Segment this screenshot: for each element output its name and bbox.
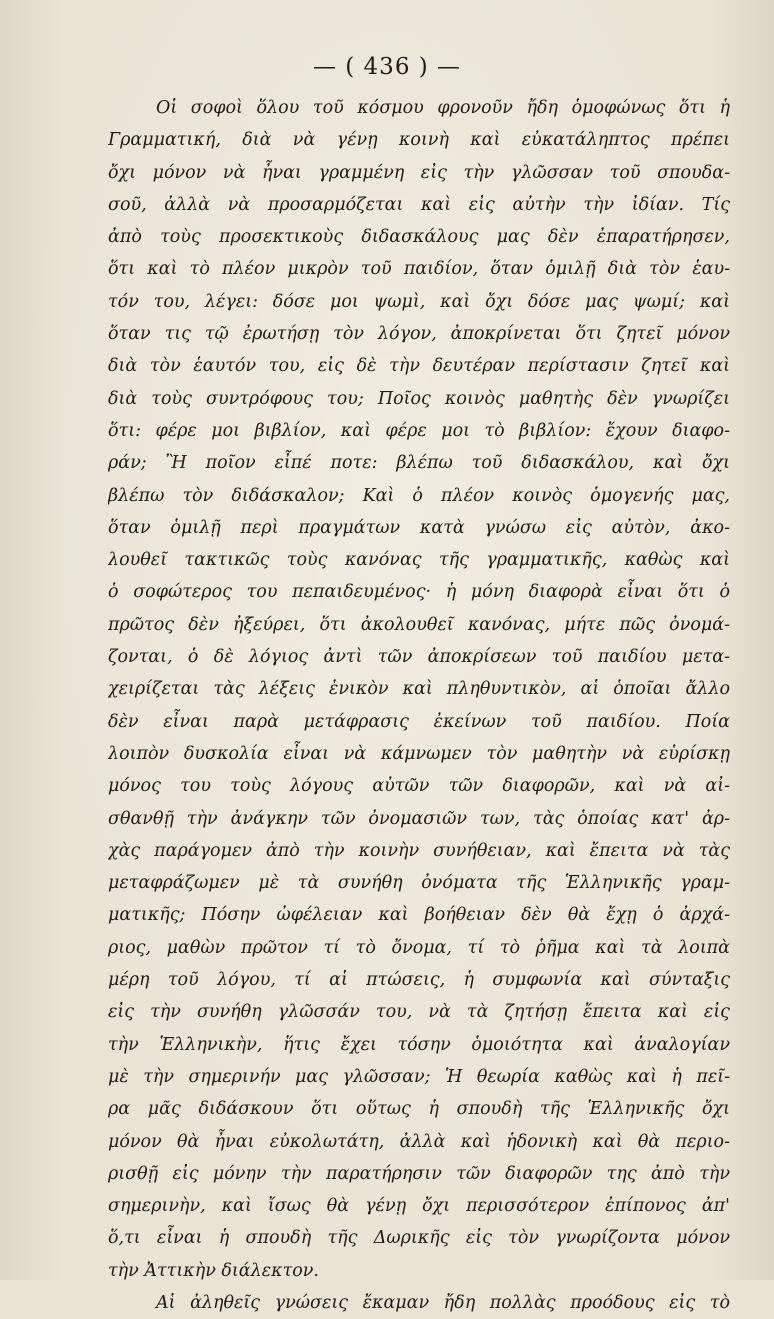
text-line: μόνον θὰ ἦναι εὐκολωτάτη, ἀλλὰ καὶ ἡδονικὴ καὶ θὰ περιο-: [108, 1131, 730, 1152]
body-text: [108, 92, 730, 1319]
text-line: ὅταν τις τῷ ἐρωτήσῃ τὸν λόγον, ἀποκρίνεται ὅτι ζητεῖ μόνον: [108, 324, 730, 345]
text-line: τὴν Ἑλληνικὴν, ἥτις ἔχει τόσην ὁμοιότητα καὶ ἀναλογίαν: [108, 1034, 730, 1055]
text-line: ματικῆς; Πόσην ὠφέλειαν καὶ βοήθειαν δὲν θὰ ἔχῃ ὁ ἀρχά-: [108, 905, 730, 926]
text-line: ὅτι: φέρε μοι βιβλίον, καὶ φέρε μοι τὸ βιβλίον: ἔχουν διαφο-: [108, 420, 730, 441]
text-line: ὁ σοφώτερος του πεπαιδευμένος· ἡ μόνη διαφορὰ εἶναι ὅτι ὁ: [108, 582, 730, 603]
text-line: εἰς τὴν συνήθη γλῶσσάν του, νὰ τὰ ζητήσῃ ἔπειτα καὶ εἰς: [108, 1002, 730, 1023]
text-line: βλέπω τὸν διδάσκαλον; Καὶ ὁ πλέον κοινὸς ὁμογενής μας,: [108, 485, 730, 506]
text-line: μέρη τοῦ λόγου, τί αἱ πτώσεις, ἡ συμφωνία καὶ σύνταξις: [108, 970, 730, 991]
text-line: τόν του, λέγει: δόσε μοι ψωμὶ, καὶ ὄχι δόσε μας ψωμί; καὶ: [108, 291, 730, 312]
text-line: ὅτι καὶ τὸ πλέον μικρὸν τοῦ παιδίον, ὅταν ὁμιλῇ διὰ τὸν ἑαυ-: [108, 259, 730, 280]
text-line: ὅ,τι εἶναι ἡ σπουδὴ τῆς Δωρικῆς εἰς τὸν γνωρίζοντα μόνον: [108, 1228, 730, 1249]
text-line: δὲν εἶναι παρὰ μετάφρασις ἐκείνων τοῦ παιδίου. Ποία: [108, 711, 730, 732]
text-line: σοῦ, ἀλλὰ νὰ προσαρμόζεται καὶ εἰς αὐτὴν τὴν ἰδίαν. Τίς: [108, 194, 730, 215]
text-line: μεταφράζωμεν μὲ τὰ συνήθη ὀνόματα τῆς Ἑλληνικῆς γραμ-: [108, 873, 730, 894]
text-line: μὲ τὴν σημερινήν μας γλῶσσαν; Ἡ θεωρία καθὼς καὶ ἡ πεῖ-: [108, 1066, 730, 1087]
text-line: Αἱ ἀληθεῖς γνώσεις ἔκαμαν ἤδη πολλὰς προόδους εἰς τὸ: [156, 1292, 730, 1313]
text-line: ριος, μαθὼν πρῶτον τί τὸ ὄνομα, τί τὸ ῥῆμα καὶ τὰ λοιπὰ: [108, 937, 730, 958]
text-line: ράν; Ἢ ποῖον εἶπέ ποτε: βλέπω τοῦ διδασκάλου, καὶ ὄχι: [108, 453, 730, 474]
text-line: ὅταν ὁμιλῇ περὶ πραγμάτων κατὰ γνώσω εἰς αὐτὸν, ἀκο-: [108, 517, 730, 538]
text-line: χὰς παράγομεν ἀπὸ τὴν κοινὴν συνήθειαν, καὶ ἔπειτα νὰ τὰς: [108, 840, 730, 861]
text-line: ὄχι μόνον νὰ ἦναι γραμμένη εἰς τὴν γλῶσσαν τοῦ σπουδα-: [108, 162, 730, 183]
page-number-header: — ( 436 ) —: [312, 54, 462, 80]
text-line: σημερινὴν, καὶ ἴσως θὰ γένῃ ὄχι περισσότερον ἐπίπονος ἀπ': [108, 1196, 730, 1217]
text-line: σθανθῇ τὴν ἀνάγκην τῶν ὀνομασιῶν των, τὰς ὁποίας κατ' ἀρ-: [108, 808, 730, 829]
text-line: ἀπὸ τοὺς προσεκτικοὺς διδασκάλους μας δὲν ἐπαρατήρησεν,: [108, 227, 730, 248]
text-line: ρισθῇ εἰς μόνην τὴν παρατήρησιν τῶν διαφορῶν της ἀπὸ τὴν: [108, 1163, 730, 1184]
text-line: χειρίζεται τὰς λέξεις ἑνικὸν καὶ πληθυντικὸν, αἱ ὁποῖαι ἄλλο: [108, 679, 730, 700]
text-line: ρα μᾶς διδάσκουν ὅτι οὕτως ἡ σπουδὴ τῆς Ἑλληνικῆς ὄχι: [108, 1099, 730, 1120]
text-line: πρῶτος δὲν ἠξεύρει, ὅτι ἀκολουθεῖ κανόνας, μήτε πῶς ὀνομά-: [108, 614, 730, 635]
text-line: ζονται, ὁ δὲ λόγιος ἀντὶ τῶν ἀποκρίσεων τοῦ παιδίου μετα-: [108, 647, 730, 668]
text-line: μόνος του τοὺς λόγους αὐτῶν τῶν διαφορῶν, καὶ νὰ αἰ-: [108, 776, 730, 797]
text-line: διὰ τὸν ἑαυτόν του, εἰς δὲ τὴν δευτέραν περίστασιν ζητεῖ καὶ: [108, 356, 730, 377]
text-line: λουθεῖ τακτικῶς τοὺς κανόνας τῆς γραμματικῆς, καθὼς καὶ: [108, 550, 730, 571]
text-line: λοιπὸν δυσκολία εἶναι νὰ κάμνωμεν τὸν μαθητὴν νὰ εὑρίσκῃ: [108, 743, 730, 764]
text-line: Γραμματική, διὰ νὰ γένῃ κοινὴ καὶ εὐκατάληπτος πρέπει: [108, 130, 730, 151]
text-line: διὰ τοὺς συντρόφους του; Ποῖος κοινὸς μαθητὴς δὲν γνωρίζει: [108, 388, 730, 409]
text-line: Οἱ σοφοὶ ὅλου τοῦ κόσμου φρονοῦν ἤδη ὁμοφώνως ὅτι ἡ: [156, 98, 730, 118]
text-line: τὴν Ἀττικὴν διάλεκτον.: [108, 1260, 319, 1281]
